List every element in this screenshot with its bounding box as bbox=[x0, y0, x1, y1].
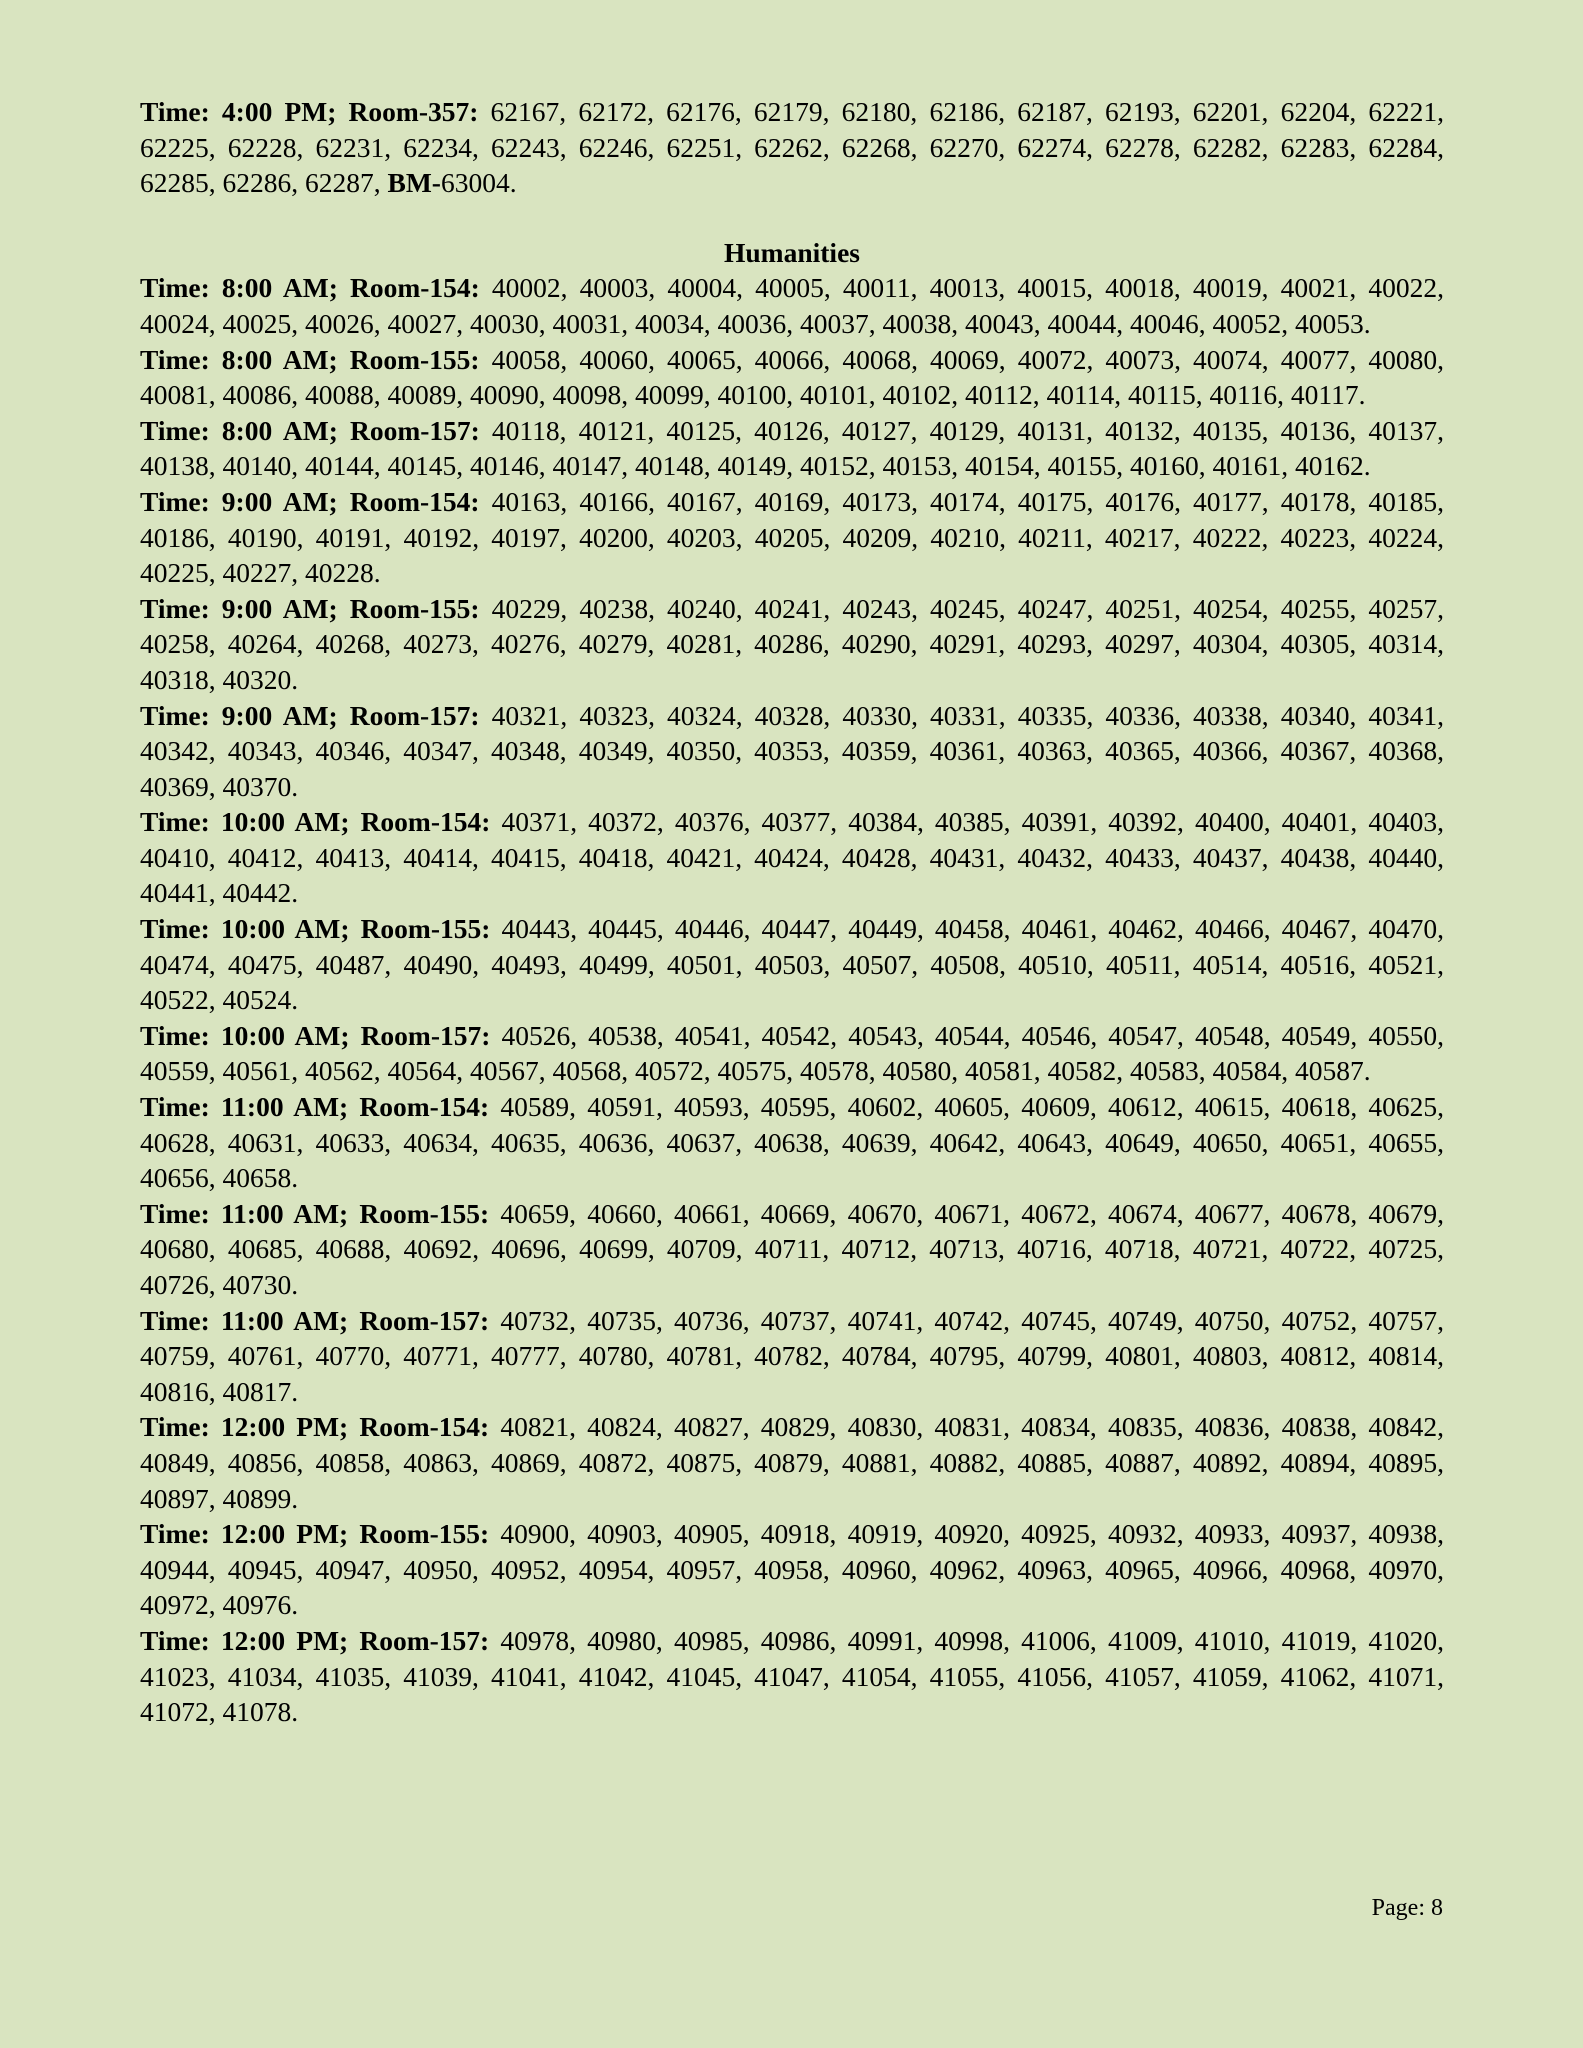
entry-label: Time: 12:00 PM; Room-154: bbox=[140, 1411, 490, 1443]
entry-ids: 40732, 40735, 40736, 40737, 40741, 40742, 40745, 40749, 40750, 40752, 40757, 40759, 40761, 40770, 40771, 40777, 40780, 40781, 40782, 40784, 40795, 40799, 40801, 40803, 40812, 40814, 40816, 40817. bbox=[140, 1304, 1445, 1407]
schedule-entry bbox=[140, 484, 1444, 591]
entry-ids: 40118, 40121, 40125, 40126, 40127, 40129, 40131, 40132, 40135, 40136, 40137, 40138, 40140, 40144, 40145, 40146, 40147, 40148, 40149, 40152, 40153, 40154, 40155, 40160, 40161, 40162. bbox=[140, 414, 1444, 482]
schedule-entry bbox=[140, 1623, 1444, 1730]
entry-ids: 40371, 40372, 40376, 40377, 40384, 40385, 40391, 40392, 40400, 40401, 40403, 40410, 40412, 40413, 40414, 40415, 40418, 40421, 40424, 40428, 40431, 40432, 40433, 40437, 40438, 40440, 40441, 40442. bbox=[140, 806, 1444, 909]
entry-label: Time: 9:00 AM; Room-155: bbox=[140, 592, 480, 624]
entry-label: Time: 8:00 AM; Room-157: bbox=[140, 414, 480, 446]
entry-label: Time: 9:00 AM; Room-157: bbox=[140, 699, 480, 731]
schedule-entry bbox=[140, 698, 1444, 805]
schedule-entry bbox=[140, 804, 1444, 911]
entry-label: Time: 10:00 AM; Room-155: bbox=[140, 913, 491, 945]
entry-label: Time: 12:00 PM; Room-157: bbox=[140, 1624, 490, 1656]
entry-ids: 40526, 40538, 40541, 40542, 40543, 40544, 40546, 40547, 40548, 40549, 40550, 40559, 40561, 40562, 40564, 40567, 40568, 40572, 40575, 40578, 40580, 40581, 40582, 40583, 40584, 40587. bbox=[140, 1019, 1444, 1087]
entry-ids: 40002, 40003, 40004, 40005, 40011, 40013, 40015, 40018, 40019, 40021, 40022, 40024, 40025, 40026, 40027, 40030, 40031, 40034, 40036, 40037, 40038, 40043, 40044, 40046, 40052, 40053. bbox=[140, 272, 1444, 339]
schedule-entry bbox=[140, 1303, 1444, 1410]
entry-label: Time: 8:00 AM; Room-154: bbox=[140, 272, 480, 304]
entry-label: Time: 10:00 AM; Room-154: bbox=[140, 806, 491, 838]
schedule-entry bbox=[140, 591, 1444, 698]
entry-label: Time: 12:00 PM; Room-155: bbox=[140, 1518, 490, 1550]
schedule-entry bbox=[140, 1409, 1444, 1516]
entry-label: Time: 10:00 AM; Room-157: bbox=[140, 1019, 491, 1051]
schedule-entry bbox=[140, 911, 1444, 1018]
entry-ids: 40229, 40238, 40240, 40241, 40243, 40245, 40247, 40251, 40254, 40255, 40257, 40258, 40264, 40268, 40273, 40276, 40279, 40281, 40286, 40290, 40291, 40293, 40297, 40304, 40305, 40314, 40318, 40320. bbox=[140, 592, 1444, 695]
entry-ids: 40058, 40060, 40065, 40066, 40068, 40069, 40072, 40073, 40074, 40077, 40080, 40081, 40086, 40088, 40089, 40090, 40098, 40099, 40100, 40101, 40102, 40112, 40114, 40115, 40116, 40117. bbox=[140, 343, 1444, 411]
page-number: Page: 8 bbox=[1371, 1895, 1443, 1921]
entry-ids: 40900, 40903, 40905, 40918, 40919, 40920, 40925, 40932, 40933, 40937, 40938, 40944, 40945, 40947, 40950, 40952, 40954, 40957, 40958, 40960, 40962, 40963, 40965, 40966, 40968, 40970, 40972, 40976. bbox=[140, 1518, 1444, 1621]
entry-ids: 40321, 40323, 40324, 40328, 40330, 40331, 40335, 40336, 40338, 40340, 40341, 40342, 40343, 40346, 40347, 40348, 40349, 40350, 40353, 40359, 40361, 40363, 40365, 40366, 40367, 40368, 40369, 40370. bbox=[140, 699, 1444, 802]
entry-extra-id: 63004. bbox=[440, 167, 517, 199]
entry-ids: 40163, 40166, 40167, 40169, 40173, 40174, 40175, 40176, 40177, 40178, 40185, 40186, 40190, 40191, 40192, 40197, 40200, 40203, 40205, 40209, 40210, 40211, 40217, 40222, 40223, 40224, 40225, 40227, 40228. bbox=[140, 485, 1444, 589]
entry-label: Time: 11:00 AM; Room-157: bbox=[140, 1304, 490, 1336]
schedule-entry bbox=[140, 1196, 1444, 1303]
entry-ids: 40659, 40660, 40661, 40669, 40670, 40671, 40672, 40674, 40677, 40678, 40679, 40680, 40685, 40688, 40692, 40696, 40699, 40709, 40711, 40712, 40713, 40716, 40718, 40721, 40722, 40725, 40726, 40730. bbox=[140, 1197, 1445, 1300]
entry-label: Time: 11:00 AM; Room-154: bbox=[140, 1091, 490, 1123]
section-heading: Humanities bbox=[724, 236, 860, 268]
entry-ids: 62167, 62172, 62176, 62179, 62180, 62186, 62187, 62193, 62201, 62204, 62221, 62225, 62228, 62231, 62234, 62243, 62246, 62251, 62262, 62268, 62270, 62274, 62278, 62282, 62283, 62284, 62285, 62286, 62287, bbox=[140, 96, 1444, 199]
schedule-entry bbox=[140, 1089, 1444, 1196]
humanities-entries bbox=[140, 270, 1444, 1729]
entry-ids: 40443, 40445, 40446, 40447, 40449, 40458, 40461, 40462, 40466, 40467, 40470, 40474, 40475, 40487, 40490, 40493, 40499, 40501, 40503, 40507, 40508, 40510, 40511, 40514, 40516, 40521, 40522, 40524. bbox=[140, 913, 1444, 1016]
entry-extra-label: BM- bbox=[387, 167, 441, 199]
schedule-entry-room-357 bbox=[140, 94, 1444, 201]
entry-label: Time: 11:00 AM; Room-155: bbox=[140, 1197, 490, 1229]
entry-ids: 40589, 40591, 40593, 40595, 40602, 40605, 40609, 40612, 40615, 40618, 40625, 40628, 40631, 40633, 40634, 40635, 40636, 40637, 40638, 40639, 40642, 40643, 40649, 40650, 40651, 40655, 40656, 40658. bbox=[140, 1091, 1445, 1194]
schedule-entry bbox=[140, 413, 1444, 484]
schedule-entry bbox=[140, 270, 1444, 341]
entry-label: Time: 8:00 AM; Room-155: bbox=[140, 343, 480, 375]
schedule-entry bbox=[140, 1516, 1444, 1623]
schedule-entry bbox=[140, 342, 1444, 413]
entry-label: Time: 4:00 PM; Room-357: bbox=[140, 96, 479, 127]
schedule-entry bbox=[140, 1018, 1444, 1089]
entry-label: Time: 9:00 AM; Room-154: bbox=[140, 485, 480, 517]
document-page bbox=[140, 94, 1444, 1730]
entry-ids: 40978, 40980, 40985, 40986, 40991, 40998, 41006, 41009, 41010, 41019, 41020, 41023, 41034, 41035, 41039, 41041, 41042, 41045, 41047, 41054, 41055, 41056, 41057, 41059, 41062, 41071, 41072, 41078. bbox=[140, 1624, 1444, 1728]
entry-ids: 40821, 40824, 40827, 40829, 40830, 40831, 40834, 40835, 40836, 40838, 40842, 40849, 40856, 40858, 40863, 40869, 40872, 40875, 40879, 40881, 40882, 40885, 40887, 40892, 40894, 40895, 40897, 40899. bbox=[140, 1411, 1444, 1514]
